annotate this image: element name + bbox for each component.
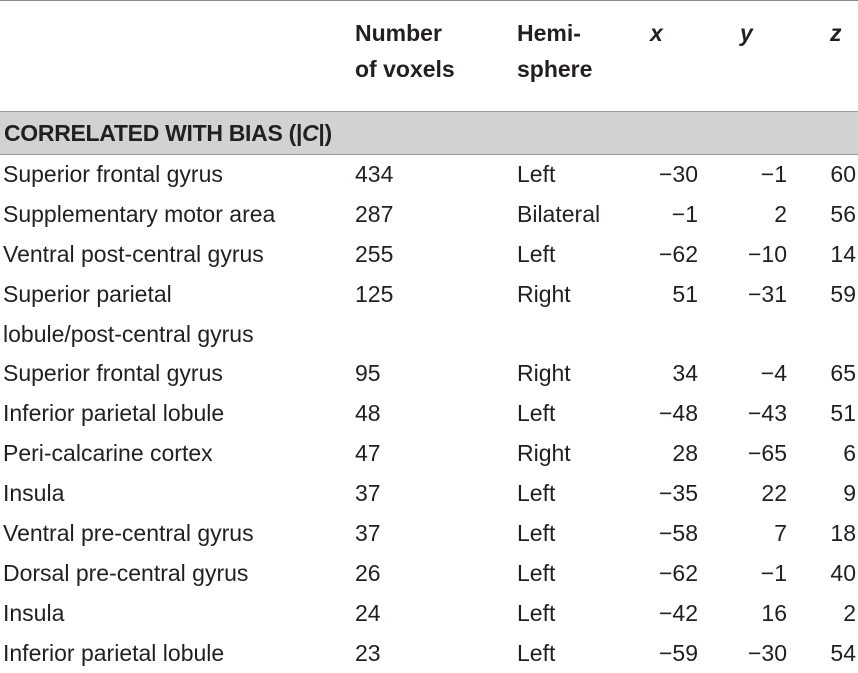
z-coordinate-cell: 9 [843,480,856,506]
z-coordinate-cell: 18 [830,520,856,546]
hemisphere-cell: Right [517,281,571,307]
table-header [0,1,858,112]
z-coordinate-cell: 51 [830,400,856,426]
voxel-count-cell: 37 [355,480,381,506]
x-coordinate-cell: −30 [658,161,698,187]
voxel-count-cell: 37 [355,520,381,546]
header-z: z [830,20,842,46]
region-cell: Superior frontal gyrus [3,360,223,386]
voxel-count-cell: 287 [355,201,394,227]
y-coordinate-cell: −1 [760,560,787,586]
z-coordinate-cell: 65 [830,360,856,386]
y-coordinate-cell: −30 [747,640,787,666]
hemisphere-cell: Left [517,520,556,546]
region-cell: Ventral post-central gyrus [3,241,264,267]
z-coordinate-cell: 40 [830,560,856,586]
table-row [0,593,858,633]
z-coordinate-cell: 60 [830,161,856,187]
y-coordinate-cell: −10 [747,241,787,267]
z-coordinate-cell: 14 [830,241,856,267]
y-coordinate-cell: −1 [760,161,787,187]
z-coordinate-cell: 2 [843,600,856,626]
region-cell: Inferior parietal lobule [3,400,225,426]
voxel-count-cell: 95 [355,360,381,386]
header-hemisphere: Hemi- sphere [517,20,593,82]
table-row [0,274,858,353]
hemisphere-cell: Right [517,440,571,466]
table-row [0,553,858,593]
hemisphere-cell: Left [517,241,556,267]
region-cell: Superior frontal gyrus [3,161,223,187]
region-cell: Insula [3,600,65,626]
header-y: y [740,20,753,46]
table-row [0,194,858,234]
hemisphere-cell: Left [517,480,556,506]
z-coordinate-cell: 6 [843,440,856,466]
region-cell: Dorsal pre-central gyrus [3,560,249,586]
table-row [0,633,858,673]
hemisphere-cell: Left [517,640,556,666]
hemisphere-cell: Bilateral [517,201,601,227]
y-coordinate-cell: −43 [747,400,787,426]
x-coordinate-cell: −1 [671,201,698,227]
voxel-count-cell: 48 [355,400,381,426]
y-coordinate-cell: 16 [761,600,787,626]
y-coordinate-cell: 7 [774,520,787,546]
hemisphere-cell: Left [517,560,556,586]
hemisphere-cell: Left [517,400,556,426]
voxel-count-cell: 26 [355,560,381,586]
y-coordinate-cell: 2 [774,201,787,227]
table-row [0,234,858,274]
x-coordinate-cell: −62 [658,241,698,267]
region-cell: Peri-calcarine cortex [3,440,213,466]
region-cell: Insula [3,480,65,506]
table-row [0,393,858,433]
y-coordinate-cell: −65 [747,440,787,466]
section-header [0,112,858,155]
table-row [0,433,858,473]
x-coordinate-cell: −59 [658,640,698,666]
header-number-of-voxels: Number of voxels [355,20,455,82]
region-cell: Inferior parietal lobule [3,640,225,666]
table-row [0,513,858,553]
x-coordinate-cell: −62 [658,560,698,586]
hemisphere-cell: Right [517,360,571,386]
x-coordinate-cell: −58 [658,520,698,546]
hemisphere-cell: Left [517,600,556,626]
region-cell: Ventral pre-central gyrus [3,520,254,546]
voxel-count-cell: 23 [355,640,381,666]
hemisphere-cell: Left [517,161,556,187]
table-row [0,473,858,513]
x-coordinate-cell: 51 [672,281,698,307]
table-row [0,353,858,393]
z-coordinate-cell: 54 [830,640,856,666]
voxel-count-cell: 125 [355,281,394,307]
z-coordinate-cell: 56 [830,201,856,227]
section-label: CORRELATED WITH BIAS (|C|) [4,120,332,146]
voxel-count-cell: 24 [355,600,381,626]
x-coordinate-cell: −35 [658,480,698,506]
region-cell: Superior parietal lobule/post-central gyrus [3,281,254,347]
voxel-count-cell: 47 [355,440,381,466]
section-symbol: C [302,120,319,146]
x-coordinate-cell: 34 [672,360,698,386]
x-coordinate-cell: −48 [658,400,698,426]
y-coordinate-cell: 22 [761,480,787,506]
voxel-count-cell: 255 [355,241,394,267]
table-row [0,154,858,194]
region-cell: Supplementary motor area [3,201,276,227]
x-coordinate-cell: 28 [672,440,698,466]
voxel-count-cell: 434 [355,161,394,187]
header-x: x [650,20,663,46]
x-coordinate-cell: −42 [658,600,698,626]
table-body [0,154,858,673]
y-coordinate-cell: −31 [747,281,787,307]
z-coordinate-cell: 59 [830,281,856,307]
y-coordinate-cell: −4 [760,360,787,386]
